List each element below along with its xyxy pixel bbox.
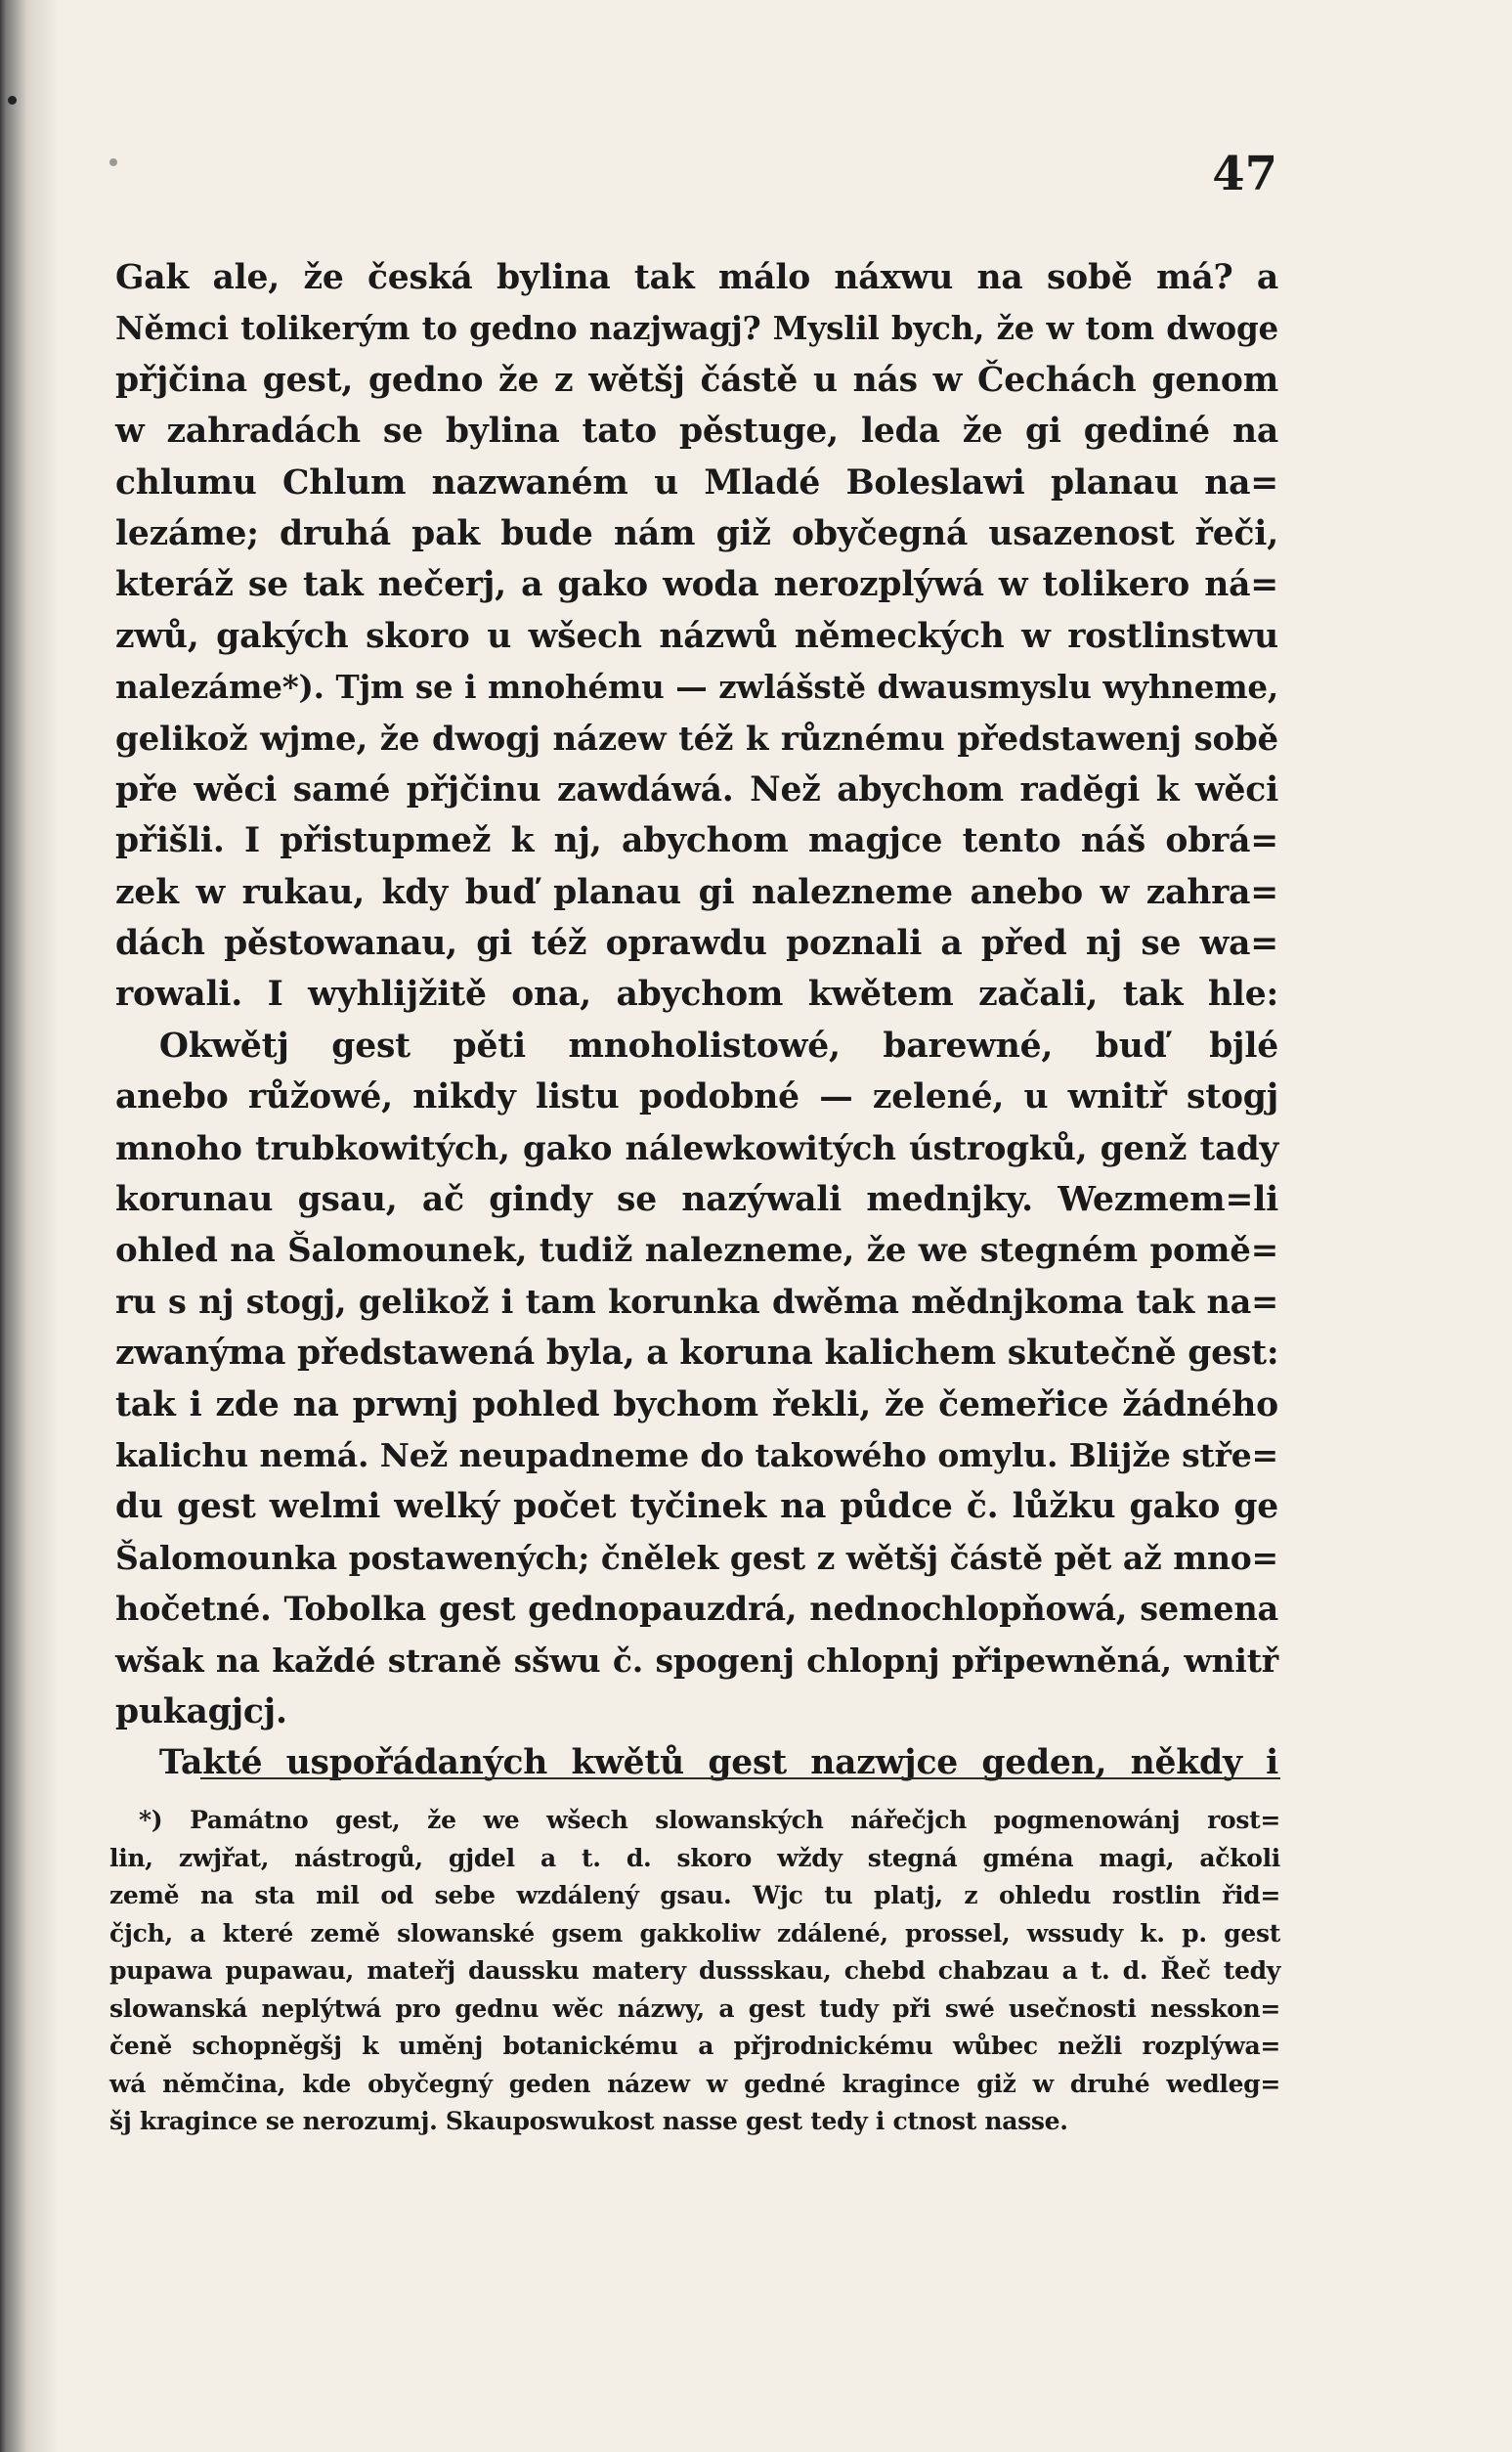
body-line: nalezáme*). Tjm se i mnohému — zwlášstě dwausmyslu wyhneme,: [115, 668, 1278, 707]
body-line: mnoho trubkowitých, gako nálewkowitých ústrogků, genž tady: [115, 1128, 1278, 1168]
paper-speck: [8, 96, 17, 105]
body-line: lezáme; druhá pak bude nám giž obyčegná usazenost řeči,: [115, 513, 1278, 553]
body-line: korunau gsau, ač gindy se nazýwali mednjky. Wezmem=li: [115, 1180, 1278, 1220]
body-line: ohled na Šalomounek, tudiž nalezneme, že we stegném pomě=: [115, 1231, 1278, 1271]
body-line: chlumu Chlum nazwaném u Mladé Boleslawi planau na=: [115, 462, 1278, 503]
body-line: zek w rukau, kdy buď planau gi nalezneme anebo w zahra=: [115, 872, 1278, 912]
body-line: w zahradách se bylina tato pěstuge, leda že gi gediné na: [115, 412, 1278, 452]
body-line: Šalomounka postawených; čnělek gest z wětšj částě pět až mno=: [115, 1538, 1278, 1577]
footnote-divider: [200, 1777, 1280, 1779]
footnote-line: pupawa pupawau, mateřj daussku matery dussskau, chebd chabzau a t. d. Řeč tedy: [109, 1956, 1280, 1985]
footnote-line: šj kragince se nerozumj. Skauposwukost nasse gest tedy i ctnost nasse.: [109, 2107, 1068, 2135]
footnote-line: lin, zwjřat, nástrogů, gjdel a t. d. skoro wždy stegná gména magi, ačkoli: [109, 1843, 1280, 1872]
body-line: Němci tolikerým to gedno nazjwagj? Myslil bych, že w tom dwoge: [115, 309, 1278, 348]
footnote-line: čeně schopněgšj k uměnj botanickému a přjrodnickému wůbec nežli rozplýwa=: [109, 2032, 1280, 2060]
page-number: 47: [1212, 147, 1277, 201]
body-line: Gak ale, že česká bylina tak málo náxwu na sobě má? a: [115, 258, 1278, 297]
body-line: tak i zde na prwnj pohled bychom řekli, že čemeřice žádného: [115, 1384, 1278, 1424]
body-line: zwanýma předstawená byla, a koruna kalichem skutečně gest:: [115, 1334, 1279, 1374]
body-line: Okwětj gest pěti mnoholistowé, barewné, buď bjlé: [158, 1026, 1278, 1066]
footnote-line: *) Památno gest, že we wšech slowanských nářečjch pogmenowánj rost=: [139, 1806, 1280, 1834]
body-line: wšak na každé straně sšwu č. spogenj chlopnj připewněná, wnitř: [115, 1641, 1278, 1680]
footnote-line: wá němčina, kde obyčegný geden názew w gedné kragince giž w druhé wedleg=: [109, 2069, 1280, 2098]
body-line: přišli. I přistupmež k nj, abychom magjce tento náš obrá=: [115, 821, 1278, 861]
body-line: dách pěstowanau, gi též oprawdu poznali a před nj se wa=: [115, 924, 1278, 964]
paper-speck: [109, 158, 117, 166]
body-line: ru s nj stogj, gelikož i tam korunka dwěma mědnjkoma tak na=: [115, 1282, 1278, 1321]
body-line: kalichu nemá. Než neupadneme do takowého omylu. Blĳže stře=: [115, 1435, 1278, 1474]
body-line: pře wěci samé přjčinu zawdáwá. Než abychom radĕgi k wěci: [115, 769, 1278, 810]
footnote-line: země na sta mil od sebe wzdálený gsau. Wjc tu platj, z ohledu rostlin řid=: [109, 1881, 1280, 1909]
body-line: gelikož wjme, že dwogj názew též k různému předstawenj sobě: [115, 719, 1278, 759]
footnote-line: slowanská neplýtwá pro gednu wěc názwy, a gest tudy při swé usečnosti nesskon=: [109, 1993, 1280, 2023]
body-line: pukagjcj.: [115, 1691, 287, 1731]
page-binding-edge: [0, 0, 59, 2452]
body-line: kteráž se tak nečerj, a gako woda nerozplýwá w tolikero ná=: [115, 565, 1278, 605]
body-line: rowali. I wyhlĳžitě ona, abychom kwětem začali, tak hle:: [115, 975, 1278, 1015]
footnote: [109, 1802, 1280, 2141]
body-line: anebo růžowé, nikdy listu podobné — zelené, u wnitř stogj: [115, 1077, 1278, 1117]
body-line: zwů, gakých skoro u wšech názwů německých w rostlinstwu: [115, 616, 1278, 656]
body-line: hočetné. Tobolka gest gednopauzdrá, nednochlopňowá, semena: [115, 1590, 1278, 1629]
footnote-line: čjch, a které země slowanské gsem gakkoliw zdálené, prossel, wssudy k. p. gest: [109, 1918, 1280, 1948]
body-line: Takté uspořádaných kwětů gest nazwjce geden, někdy i: [158, 1743, 1278, 1783]
body-line: du gest welmi welký počet tyčinek na půdce č. lůžku gako ge: [115, 1487, 1278, 1527]
body-text: [115, 252, 1278, 1789]
body-line: přjčina gest, gedno že z wětšj částě u nás w Čechách genom: [115, 360, 1278, 400]
